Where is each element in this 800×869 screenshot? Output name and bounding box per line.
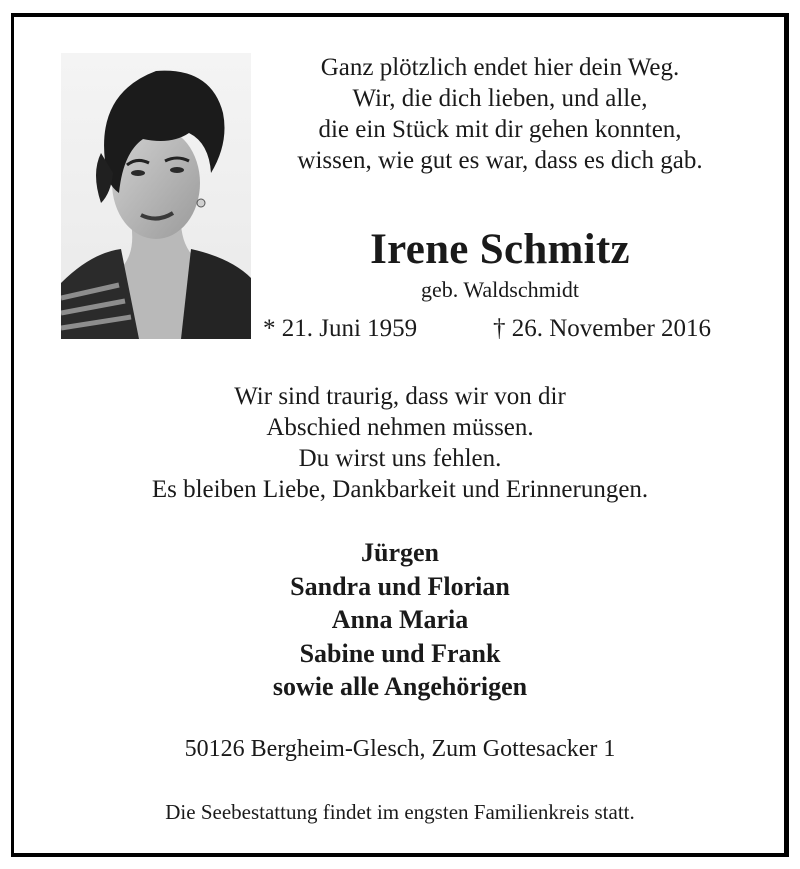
verse-line: Wir sind traurig, dass wir von dir — [234, 383, 566, 410]
portrait-photo — [61, 53, 251, 339]
verse-line: Ganz plötzlich endet hier dein Weg. — [320, 54, 680, 81]
mourner-name: Jürgen — [361, 538, 439, 567]
maiden-name: geb. Waldschmidt — [421, 277, 579, 302]
mourner-name: Sabine und Frank — [299, 638, 501, 668]
family-address: 50126 Bergheim-Glesch, Zum Gottesacker 1 — [184, 736, 616, 762]
mourner-name: Anna Maria — [331, 605, 469, 634]
mourner-name: Sandra und Florian — [290, 571, 510, 601]
mourners-list — [0, 536, 800, 704]
mourner-name: sowie alle Angehörigen — [272, 672, 528, 701]
verse-line: wissen, wie gut es war, dass es dich gab. — [297, 147, 703, 174]
farewell-verse — [0, 381, 800, 505]
deceased-name: Irene Schmitz — [370, 226, 630, 273]
verse-line: Du wirst uns fehlen. — [298, 445, 502, 472]
death-date: † 26. November 2016 — [493, 315, 712, 342]
portrait-illustration — [61, 53, 251, 339]
opening-verse — [255, 52, 745, 176]
verse-line: die ein Stück mit dir gehen konnten, — [318, 116, 682, 143]
birth-date: * 21. Juni 1959 — [263, 315, 418, 342]
verse-line: Es bleiben Liebe, Dankbarkeit und Erinnerungen. — [151, 476, 649, 503]
verse-line: Abschied nehmen müssen. — [266, 414, 534, 441]
verse-line: Wir, die dich lieben, und alle, — [352, 85, 648, 112]
burial-note: Die Seebestattung findet im engsten Familienkreis statt. — [165, 800, 635, 824]
